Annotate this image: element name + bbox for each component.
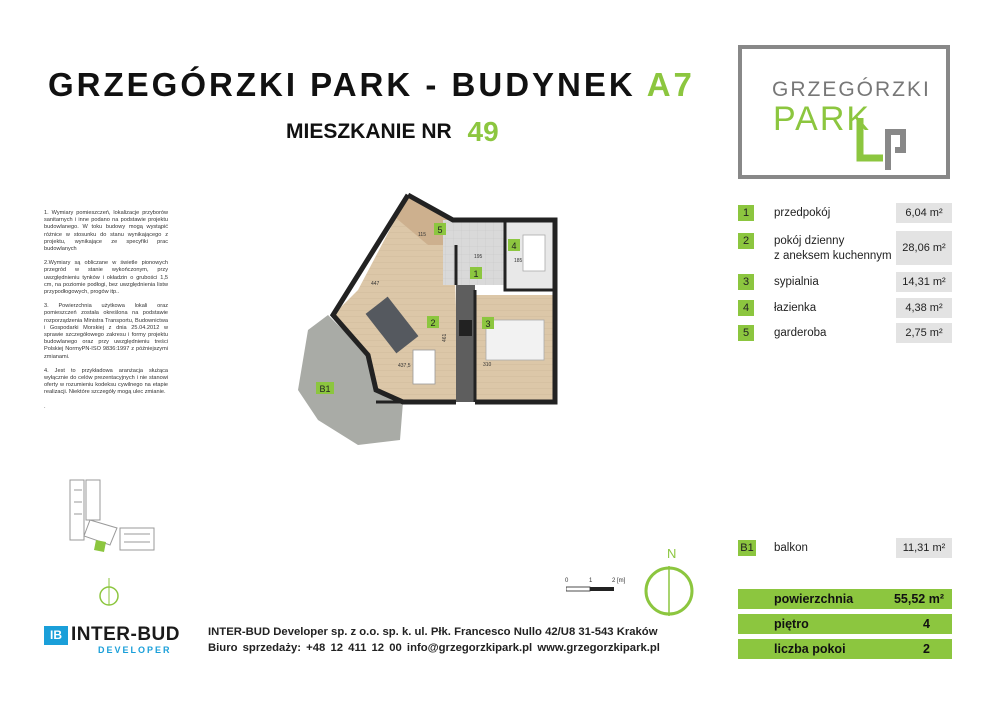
floor-plan: [278, 190, 568, 445]
balcony-number: B1: [738, 540, 756, 556]
summary-value: 4: [923, 617, 930, 631]
scale-bar: [566, 585, 618, 595]
building-key-plan: [62, 470, 162, 560]
apartment-number: 49: [467, 116, 499, 147]
room-number: 1: [738, 205, 754, 221]
dim-bath: 185: [514, 258, 523, 264]
compass-icon: [642, 562, 696, 618]
note-4: 4. Jest to przykładowa aranżacja służąca wyłącznie do celów prezentacyjnych i nie stanowi oferty w rozumieniu kodeksu cywilnego na etapie realizacji. Niektóre szczegóły mogą ulec zmianie.: [44, 367, 168, 396]
key-plan-compass-icon: [96, 574, 122, 608]
plan-label-2: 2: [430, 318, 436, 328]
room-name: łazienka: [774, 302, 817, 314]
summary-value: 2: [923, 642, 930, 656]
plan-label-3: 3: [485, 319, 491, 329]
plan-label-1: 1: [473, 269, 479, 279]
room-number: 3: [738, 274, 754, 290]
bathtub: [523, 235, 545, 271]
scale-label-2: 2 [m]: [612, 578, 626, 584]
plan-label-b1: B1: [319, 384, 331, 394]
note-5: .: [44, 403, 46, 410]
dim-wardrobe: 115: [418, 232, 426, 238]
room-area: 28,06 m²: [896, 231, 952, 265]
apartment-location-marker: [94, 540, 106, 552]
dining-table: [413, 350, 435, 384]
dim-living-2: 447: [371, 281, 380, 287]
dim-hall: 195: [474, 254, 483, 260]
apartment-label: MIESZKANIE NR: [286, 120, 452, 143]
plan-label-5: 5: [437, 225, 443, 235]
scale-label-0: 0: [565, 578, 569, 584]
balcony-row: [738, 538, 952, 560]
bed: [486, 320, 544, 360]
page-title: [48, 66, 695, 104]
title-main: GRZEGÓRZKI PARK - BUDYNEK: [48, 66, 636, 103]
summary-rooms-row: [738, 639, 952, 659]
room-row-1: [738, 203, 952, 225]
developer-badge: IB: [44, 626, 68, 645]
room-area: 14,31 m²: [896, 272, 952, 292]
room-row-4: [738, 298, 952, 320]
room-name: garderoba: [774, 327, 827, 339]
dim-kitchen: 461: [442, 333, 448, 342]
room-row-5: [738, 323, 952, 345]
balcony-area: 11,31 m²: [896, 538, 952, 558]
disclaimer-notes: [44, 210, 168, 418]
summary-value: 55,52 m²: [893, 592, 944, 606]
scale-label-1: 1: [589, 578, 593, 584]
room-area: 4,38 m²: [896, 298, 952, 318]
kitchen-counter: [456, 285, 475, 402]
summary-floor-row: [738, 614, 952, 634]
room-number: 4: [738, 300, 754, 316]
room-row-3: [738, 272, 952, 294]
title-building: A7: [646, 66, 695, 103]
room-number: 2: [738, 233, 754, 249]
plan-label-4: 4: [511, 241, 517, 251]
footer-company: INTER-BUD Developer sp. z o.o. sp. k. ul. Płk. Francesco Nullo 42/U8 31-543 Kraków: [208, 626, 658, 638]
room-name: przedpokój: [774, 207, 831, 219]
room-area: 6,04 m²: [896, 203, 952, 223]
room-name: sypialnia: [774, 276, 819, 288]
dim-bed: 310: [483, 362, 492, 368]
summary-area-row: [738, 589, 952, 609]
room-name-line2: z aneksem kuchennym: [774, 250, 892, 262]
room-number: 5: [738, 325, 754, 341]
summary-label: liczba pokoi: [774, 642, 846, 656]
logo-text-top: GRZEGÓRZKI: [772, 78, 931, 101]
cooktop: [459, 320, 472, 336]
note-1: 1. Wymiary pomieszczeń, lokalizacje przyborów sanitarnych i inne podano na podstawie projektu budowlanego. W toku budowy mogą wystąpić różnice w stosunku do stanu wynikającego z projektu, wynikające ze specyfiki prac budowlanych: [44, 210, 168, 253]
developer-tagline: DEVELOPER: [98, 645, 172, 655]
compass-north-label: N: [667, 546, 677, 561]
dim-living: 437,5: [398, 363, 411, 369]
note-2: 2.Wymiary są obliczane w świetle pionowych przegród w stanie wykończonym, przy uwzględnieniu tynków i okładzin o grubości 1,5 cm, na poziomie podłogi, bez uwzględnienia listw przypodłogowych, progów itp..: [44, 260, 168, 296]
room-row-2: [738, 231, 952, 267]
room-name: [774, 234, 892, 264]
logo-text-bottom: PARK: [773, 100, 872, 138]
summary-label: piętro: [774, 617, 809, 631]
footer-contact: Biuro sprzedaży: +48 12 411 12 00 info@grzegorzkipark.pl www.grzegorzkipark.pl: [208, 642, 660, 654]
developer-name: INTER-BUD: [71, 624, 180, 645]
room-area: 2,75 m²: [896, 323, 952, 343]
logo-mark-icon: [855, 110, 915, 180]
summary-label: powierzchnia: [774, 592, 854, 606]
room-name-line1: pokój dzienny: [774, 235, 845, 247]
page-subtitle: [286, 113, 499, 145]
balcony-name: balkon: [774, 542, 808, 554]
note-3: 3. Powierzchnia użytkowa lokali oraz pomieszczeń została określona na podstawie rozporządzenia Ministra Transportu, Budownictwa i Gospodarki Morskiej z dnia 25.04.2012 w sprawie szczegółowego zakresu i formy projektu budowlanego oraz przy uwzględnieniu treści Polskiej NormyPN-ISO 9836:1997 z późniejszymi zmianami.: [44, 303, 168, 360]
